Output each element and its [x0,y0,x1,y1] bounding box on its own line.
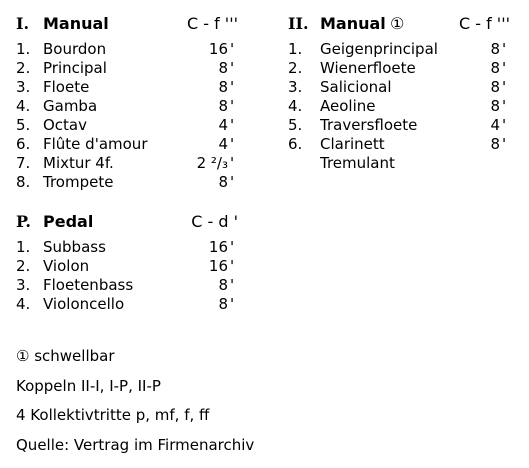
stop-name: Aeoline [320,97,376,115]
manual-2-title: Manual [320,14,386,33]
stop-pitch [218,78,238,96]
foot-mark: ' [502,78,507,96]
stop-pitch-value: 16 [208,238,228,256]
stop-row [288,59,510,78]
stop-number: 1. [16,40,31,58]
stop-row [16,295,238,314]
stop-name: Gamba [43,97,98,115]
stop-number: 1. [16,238,31,256]
stop-pitch-value: 8 [218,276,228,294]
stop-number: 1. [288,40,303,58]
stop-name: Geigenprincipal [320,40,438,58]
manual-2-range: C - f ''' [458,14,510,33]
stop-name: Floetenbass [43,276,134,294]
manual-1-range: C - f ''' [186,14,238,33]
stop-pitch-value: 8 [490,97,500,115]
pedal-title: Pedal [43,212,94,231]
tremulant-label: Tremulant [320,154,395,172]
manual-1-section [16,14,238,192]
stop-pitch [490,116,510,134]
stop-number: 5. [288,116,303,134]
pedal-stop-list [16,238,238,314]
stop-pitch [218,59,238,77]
foot-mark: ' [502,40,507,58]
stop-name: Traversfloete [320,116,418,134]
foot-mark: ' [230,40,235,58]
foot-mark: ' [502,59,507,77]
foot-mark: ' [502,135,507,153]
stop-pitch-value: 4 [218,116,228,134]
combinations-note: 4 Kollektivtritte p, mf, f, ff [16,406,210,424]
pedal-range: C - d ' [191,212,238,231]
stop-pitch-value: 4 [490,116,500,134]
stop-number: 2. [288,59,303,77]
stop-number: 2. [16,257,31,275]
stop-row [16,78,238,97]
tremulant-row [288,154,510,173]
stop-row [288,97,510,116]
pedal-section [16,212,238,314]
stop-row [16,40,238,59]
couplers-note: Koppeln II-I, I-P, II-P [16,377,161,395]
stop-pitch-value: 8 [490,135,500,153]
stop-number: 5. [16,116,31,134]
stop-number: 8. [16,173,31,191]
stop-row [16,276,238,295]
manual-2-section [288,14,510,173]
stop-name: Trompete [43,173,114,191]
foot-mark: ' [230,238,235,256]
stop-pitch-value: 2 ²/₃ [196,154,228,172]
manual-1-stop-list [16,40,238,192]
manual-2-header [288,14,510,40]
stop-name: Wienerfloete [320,59,416,77]
stop-pitch [490,97,510,115]
foot-mark: ' [230,78,235,96]
foot-mark: ' [230,173,235,191]
foot-mark: ' [230,154,235,172]
stop-pitch [490,59,510,77]
foot-mark: ' [230,276,235,294]
stop-name: Octav [43,116,88,134]
foot-mark: ' [230,135,235,153]
pedal-numeral: P. [16,212,31,231]
foot-mark: ' [230,257,235,275]
manual-2-stop-list [288,40,510,154]
stop-pitch [490,135,510,153]
manual-1-header [16,14,238,40]
stop-number: 4. [16,97,31,115]
stop-pitch-value: 8 [218,173,228,191]
stop-pitch-value: 16 [208,257,228,275]
foot-mark: ' [230,116,235,134]
stop-name: Subbass [43,238,106,256]
source-note: Quelle: Vertrag im Firmenarchiv [16,436,255,454]
stop-name: Mixtur 4f. [43,154,114,172]
stop-pitch [218,173,238,191]
stop-pitch-value: 16 [208,40,228,58]
stop-row [16,97,238,116]
stop-number: 3. [288,78,303,96]
manual-1-title: Manual [43,14,109,33]
stop-row [16,154,238,173]
stop-pitch [209,257,238,275]
stop-pitch [218,276,238,294]
stop-pitch [218,97,238,115]
stop-pitch-value: 8 [218,97,228,115]
stop-row [16,135,238,154]
stop-pitch-value: 8 [218,59,228,77]
stop-pitch-value: 8 [218,78,228,96]
foot-mark: ' [230,59,235,77]
stop-name: Violon [43,257,90,275]
pedal-header [16,212,238,238]
foot-mark: ' [502,116,507,134]
stop-name: Salicional [320,78,392,96]
stop-pitch [197,154,238,172]
foot-mark: ' [230,295,235,313]
stop-row [16,173,238,192]
stop-name: Violoncello [43,295,125,313]
stop-name: Clarinett [320,135,385,153]
stop-row [288,135,510,154]
stop-row [16,238,238,257]
stop-name: Flûte d'amour [43,135,148,153]
stop-number: 3. [16,78,31,96]
foot-mark: ' [230,97,235,115]
swell-note: ① schwellbar [16,347,115,365]
manual-1-numeral: I. [16,14,30,33]
stop-row [288,116,510,135]
stop-name: Floete [43,78,90,96]
stop-number: 4. [288,97,303,115]
stop-number: 6. [16,135,31,153]
stop-name: Principal [43,59,107,77]
stop-number: 2. [16,59,31,77]
stop-pitch [209,238,238,256]
stop-row [16,116,238,135]
stop-pitch-value: 8 [490,59,500,77]
stop-row [288,40,510,59]
stop-pitch-value: 8 [490,78,500,96]
stop-number: 3. [16,276,31,294]
stop-pitch [218,295,238,313]
stop-number: 6. [288,135,303,153]
swell-marker: ① [390,14,405,33]
stop-pitch-value: 4 [218,135,228,153]
stop-pitch [218,116,238,134]
stop-row [16,257,238,276]
stop-pitch [209,40,238,58]
stop-pitch-value: 8 [218,295,228,313]
stop-row [16,59,238,78]
stop-number: 7. [16,154,31,172]
stop-pitch [490,40,510,58]
stop-row [288,78,510,97]
stop-number: 4. [16,295,31,313]
foot-mark: ' [502,97,507,115]
stop-pitch [218,135,238,153]
stop-name: Bourdon [43,40,107,58]
stop-pitch [490,78,510,96]
manual-2-numeral: II. [288,14,309,33]
stop-pitch-value: 8 [490,40,500,58]
